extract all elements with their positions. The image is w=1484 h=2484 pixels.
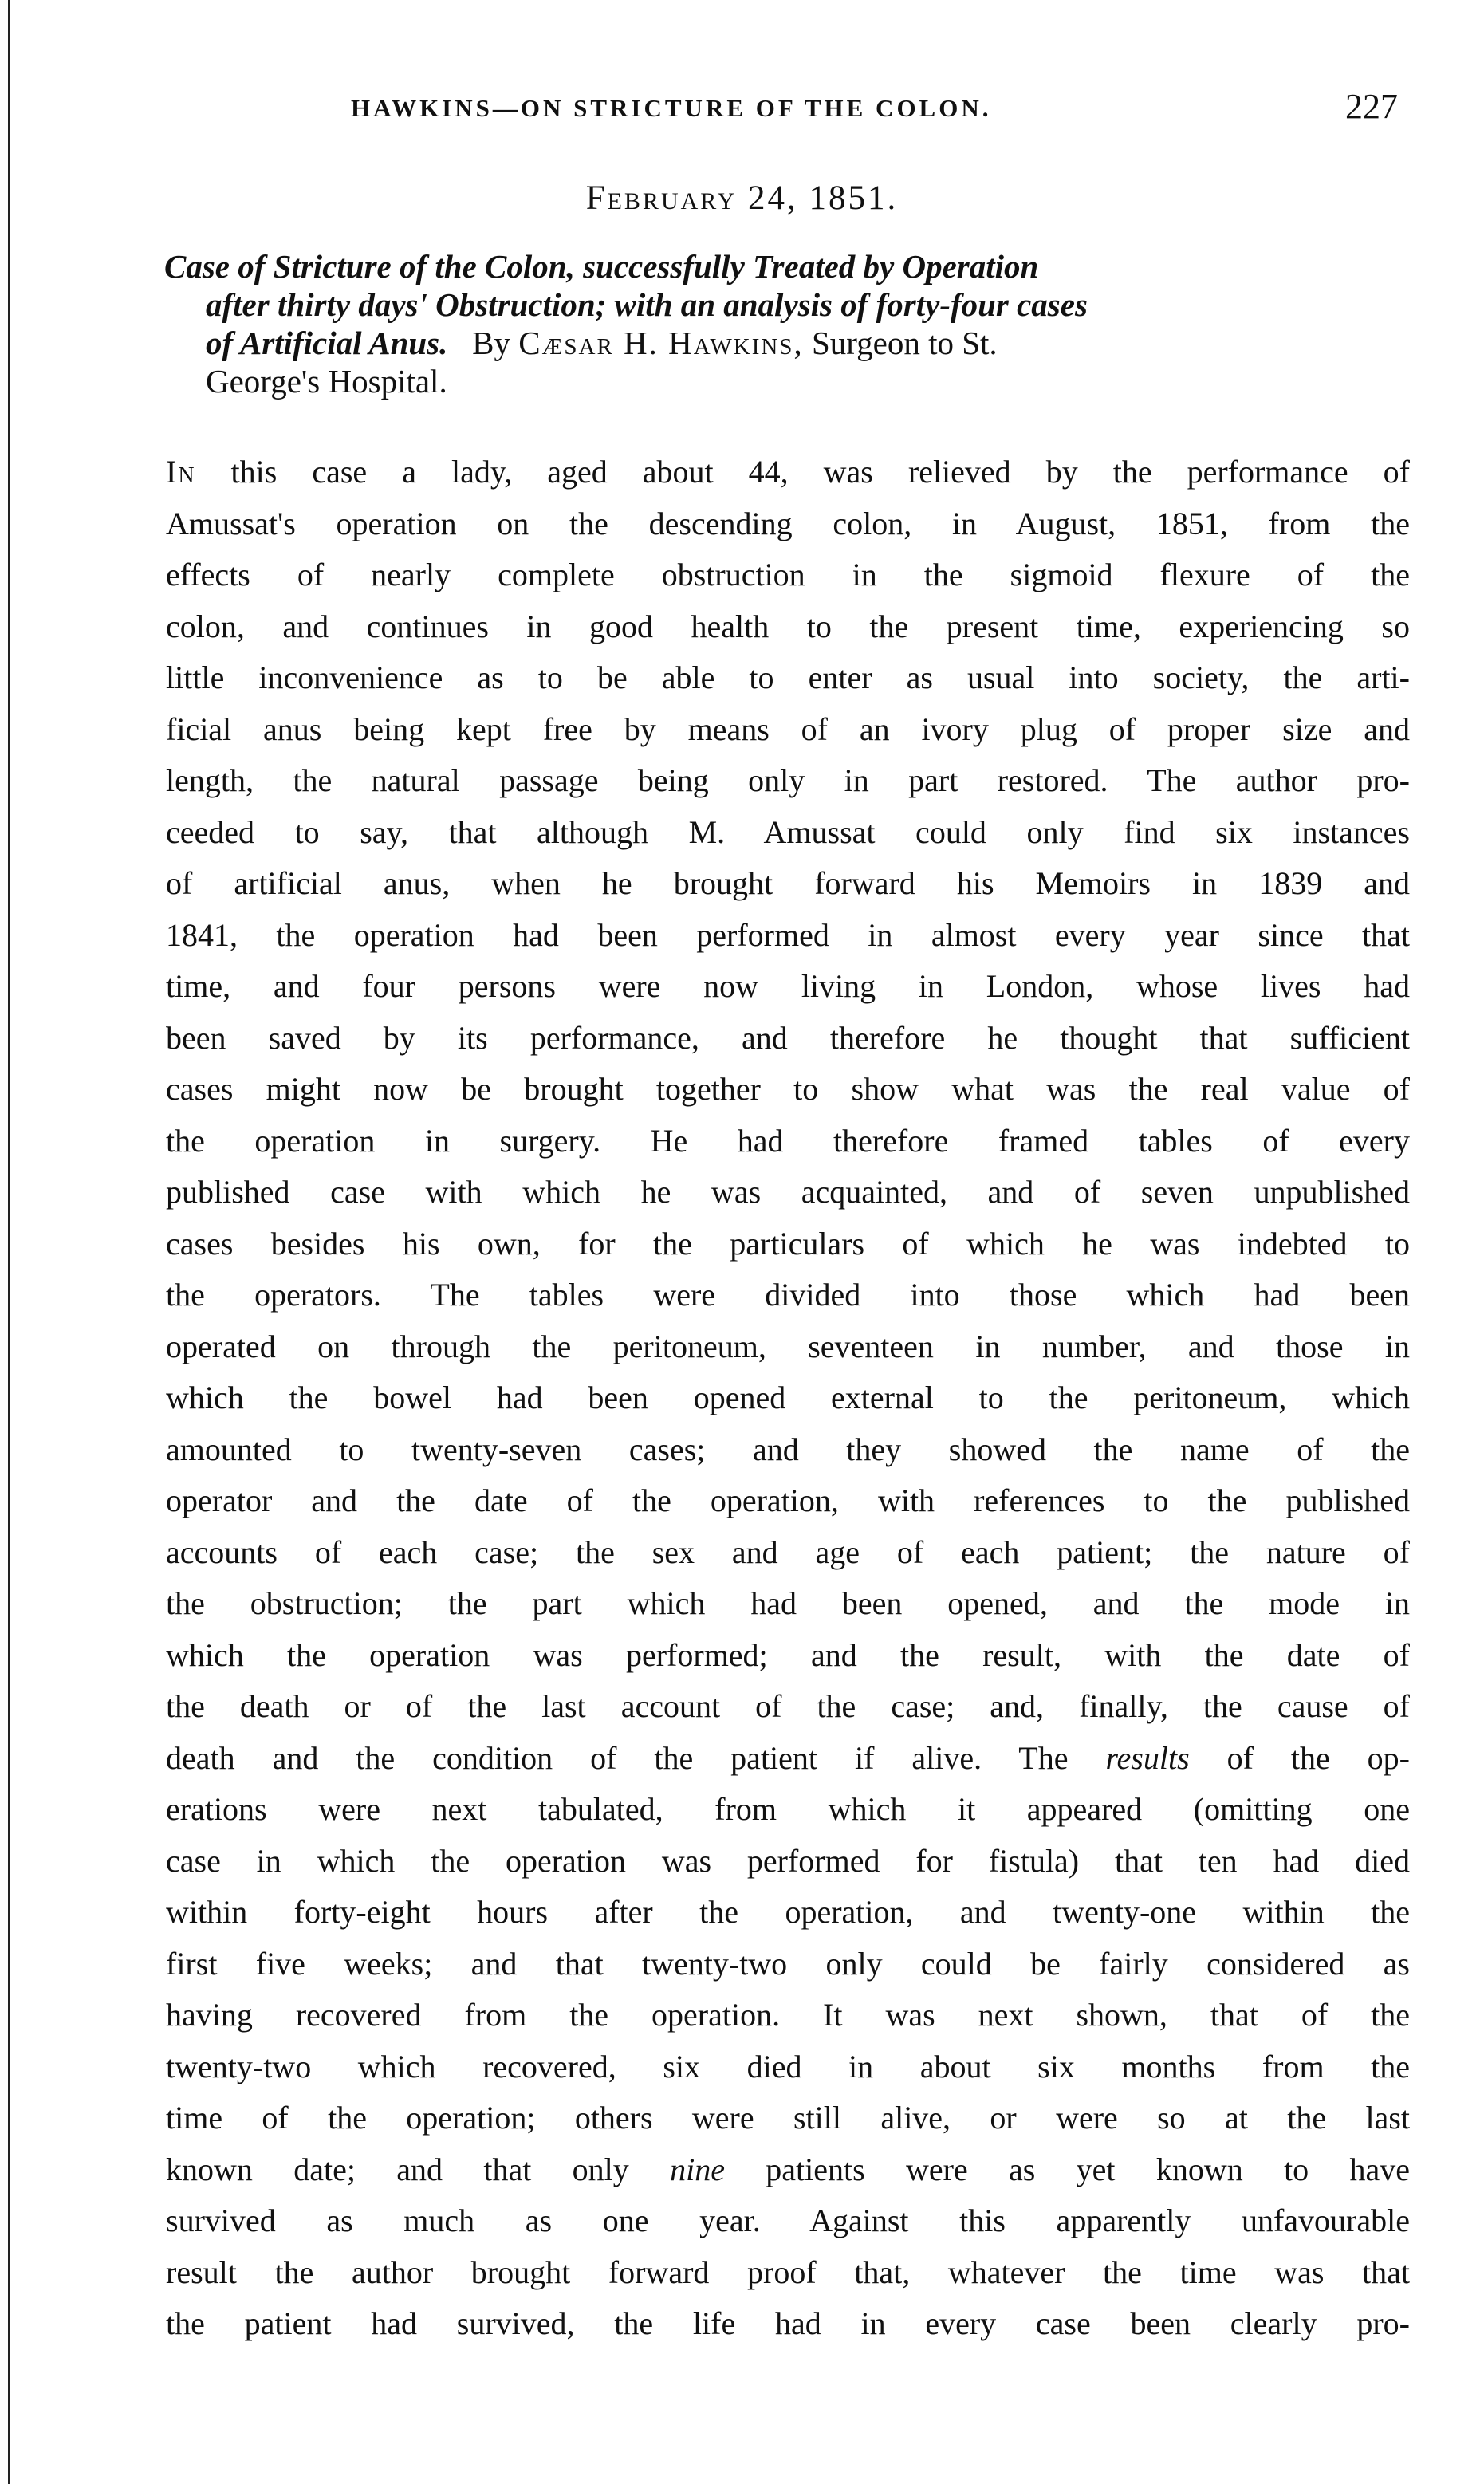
title-line	[164, 324, 1416, 362]
body-line: ficial anus being kept free by means of an ivory plug of proper size and	[166, 711, 1410, 747]
body-line: effects of nearly complete obstruction in the sigmoid flexure of the	[166, 557, 1410, 592]
body-line: the obstruction; the part which had been opened, and the mode in	[166, 1585, 1410, 1621]
body-line: 1841, the operation had been performed in almost every year since that	[166, 916, 1410, 953]
body-line-text: this case a lady, aged about 44, was relieved by the performance of	[195, 454, 1410, 490]
body-line: time of the operation; others were still alive, or were so at the last	[166, 2100, 1410, 2136]
body-line: cases besides his own, for the particulars of which he was indebted to	[166, 1225, 1410, 1262]
body-line-text: known date; and that only	[166, 2151, 629, 2187]
title-by: By	[472, 325, 510, 361]
body-line: published case with which he was acquainted, and of seven unpublished	[166, 1174, 1410, 1210]
body-line: the patient had survived, the life had in every case been clearly pro-	[166, 2305, 1410, 2341]
body-line: having recovered from the operation. It was next shown, that of the	[166, 1997, 1410, 2033]
body-line: operated on through the peritoneum, seventeen in number, and those in	[166, 1328, 1410, 1364]
title-line-3-italic: of Artificial Anus.	[206, 325, 448, 361]
title-affiliation-start: Surgeon to St.	[811, 325, 998, 361]
title-line	[164, 247, 1416, 285]
body-line: result the author brought forward proof that, whatever the time was that	[166, 2254, 1410, 2290]
body-line: Amussat's operation on the descending colon, in August, 1851, from the	[166, 505, 1410, 541]
page-number: 227	[1345, 87, 1398, 126]
body-line: been saved by its performance, and therefore he thought that sufficient	[166, 1019, 1410, 1056]
body-line: case in which the operation was performed for fistula) that ten had died	[166, 1842, 1410, 1879]
title-line-2: after thirty days' Obstruction; with an analysis of forty-four cases	[206, 286, 1088, 323]
title-line	[164, 285, 1416, 324]
binding-edge	[8, 0, 10, 2484]
body-line: twenty-two which recovered, six died in about six months from the	[166, 2048, 1410, 2084]
body-line-text: of the op-	[1189, 1739, 1410, 1776]
body-line: erations were next tabulated, from which it appeared (omitting one	[166, 1791, 1410, 1827]
title-author: Cæsar H. Hawkins,	[518, 325, 804, 361]
body-line: colon, and continues in good health to the present time, experiencing so	[166, 608, 1410, 644]
body-line-text: patients were as yet known to have	[724, 2151, 1411, 2187]
title-line	[164, 362, 1416, 400]
title-line-1: Case of Stricture of the Colon, successfully Treated by Operation	[164, 248, 1039, 285]
body-line	[166, 447, 1410, 498]
body-line: within forty-eight hours after the operation, and twenty-one within the	[166, 1894, 1410, 1930]
body-line: length, the natural passage being only in part restored. The author pro-	[166, 762, 1410, 798]
body-line: of artificial anus, when he brought forward his Memoirs in 1839 and	[166, 865, 1410, 901]
body-line: the operators. The tables were divided into those which had been	[166, 1277, 1410, 1313]
body-line: which the operation was performed; and the result, with the date of	[166, 1636, 1410, 1673]
body-line: little inconvenience as to be able to enter as usual into society, the arti-	[166, 659, 1410, 695]
body-line: survived as much as one year. Against this apparently unfavourable	[166, 2203, 1410, 2238]
lead-word: In	[166, 454, 196, 490]
body-line: time, and four persons were now living in London, whose lives had	[166, 968, 1410, 1004]
meeting-date: February 24, 1851.	[585, 179, 899, 217]
body-line: which the bowel had been opened external to the peritoneum, which	[166, 1380, 1410, 1415]
title-affiliation-end: George's Hospital.	[206, 363, 447, 400]
body-text	[166, 447, 1410, 2350]
emphasis-results: results	[1105, 1739, 1190, 1776]
body-line: amounted to twenty-seven cases; and they showed the name of the	[166, 1431, 1410, 1467]
body-line: operator and the date of the operation, with references to the published	[166, 1482, 1410, 1518]
body-line: ceeded to say, that although M. Amussat could only find six instances	[166, 813, 1410, 850]
body-line	[166, 1733, 1410, 1785]
body-line: the operation in surgery. He had therefore framed tables of every	[166, 1122, 1410, 1159]
body-line-text: death and the condition of the patient if alive. The	[166, 1739, 1069, 1776]
body-line: first five weeks; and that twenty-two only could be fairly considered as	[166, 1945, 1410, 1982]
body-line: accounts of each case; the sex and age of each patient; the nature of	[166, 1533, 1410, 1570]
body-line: the death or of the last account of the case; and, finally, the cause of	[166, 1688, 1410, 1724]
running-head: HAWKINS—ON STRICTURE OF THE COLON.	[351, 94, 992, 122]
body-line	[166, 2144, 1410, 2196]
emphasis-nine: nine	[670, 2151, 725, 2187]
paper-title	[164, 247, 1416, 400]
body-line: cases might now be brought together to show what was the real value of	[166, 1071, 1410, 1107]
